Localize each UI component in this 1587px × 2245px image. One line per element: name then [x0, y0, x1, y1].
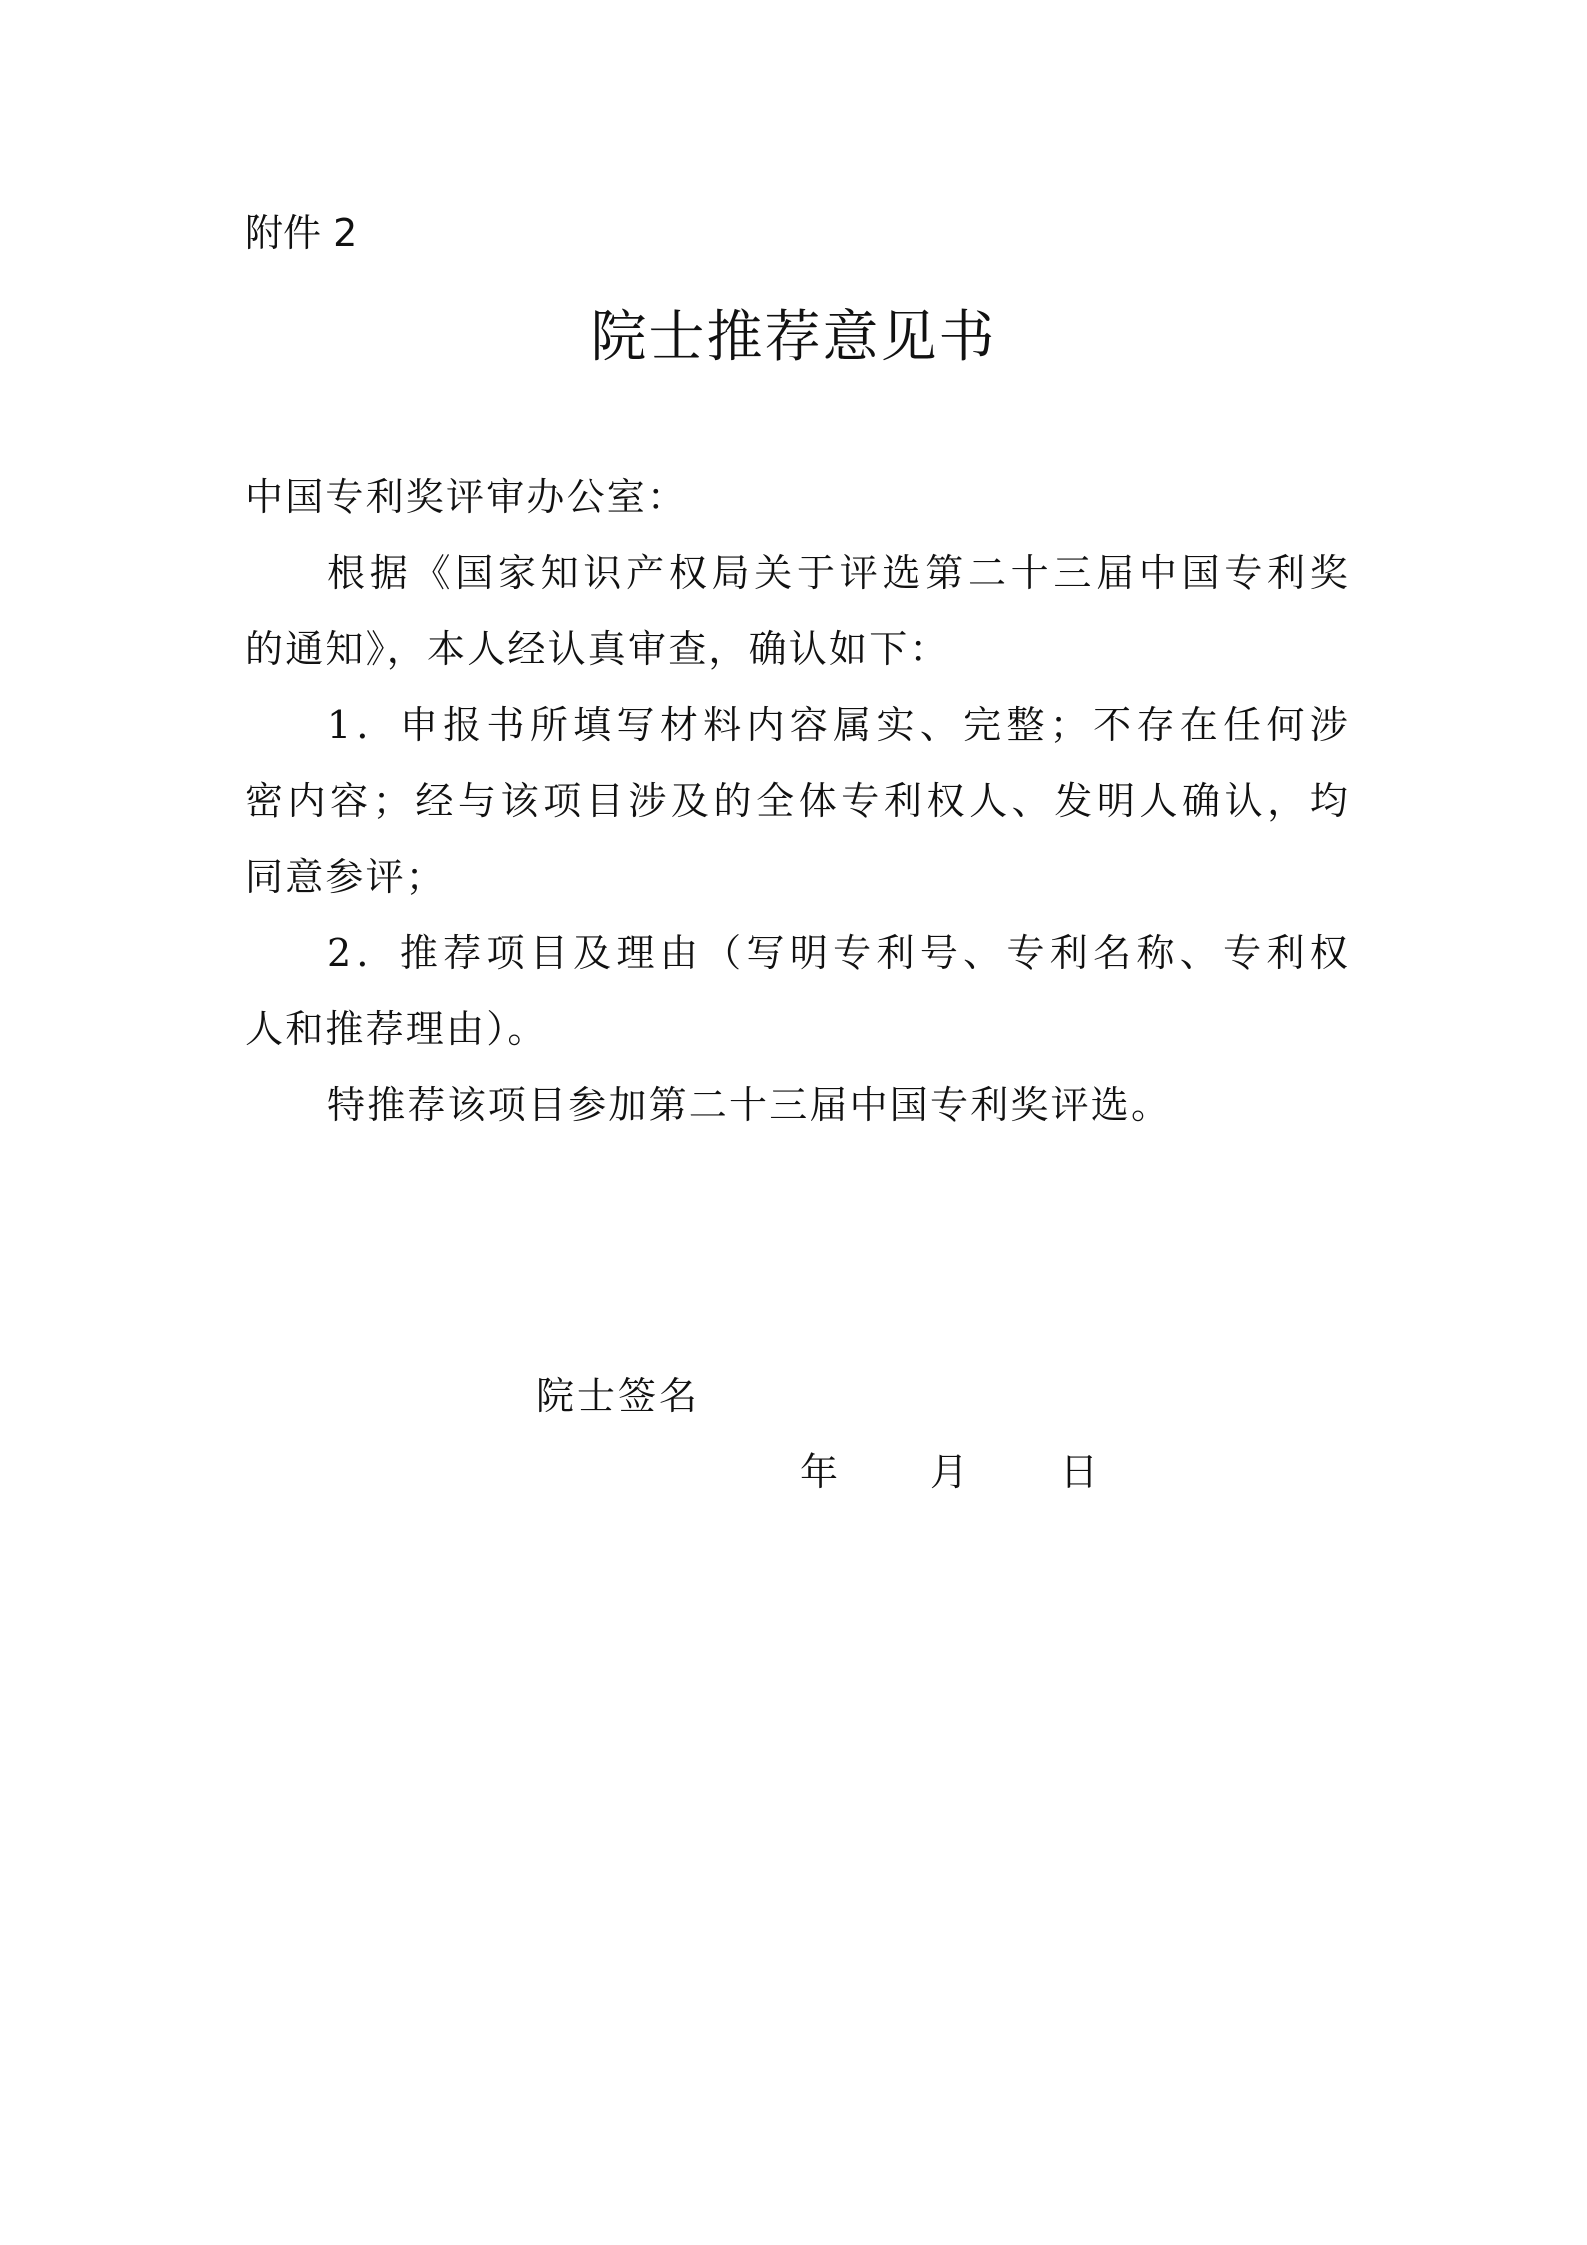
paragraph-1-line-1: 根据《国家知识产权局关于评选第二十三届中国专利奖: [327, 551, 1350, 595]
item-1-line-2: 密内容；经与该项目涉及的全体专利权人、发明人确认，均: [245, 779, 1350, 823]
attachment-label: 附件 2: [245, 211, 358, 255]
paragraph-1-line-2: 的通知》，本人经认真审查，确认如下：: [245, 627, 950, 671]
item-2-line-1: 2．推荐项目及理由（写明专利号、专利名称、专利权: [327, 931, 1350, 975]
item-1-line-3: 同意参评；: [245, 855, 447, 899]
document-title: 院士推荐意见书: [590, 305, 997, 370]
item-1-line-1: 1．申报书所填写材料内容属实、完整；不存在任何涉: [327, 703, 1350, 747]
date-month: 月: [930, 1450, 969, 1494]
closing-statement: 特推荐该项目参加第二十三届中国专利奖评选。: [327, 1083, 1172, 1127]
signature-label: 院士签名: [536, 1374, 701, 1418]
addressee: 中国专利奖评审办公室：: [245, 475, 688, 519]
date-year: 年: [800, 1450, 839, 1494]
item-2-line-2: 人和推荐理由）。: [245, 1007, 548, 1051]
date-day: 日: [1060, 1450, 1099, 1494]
